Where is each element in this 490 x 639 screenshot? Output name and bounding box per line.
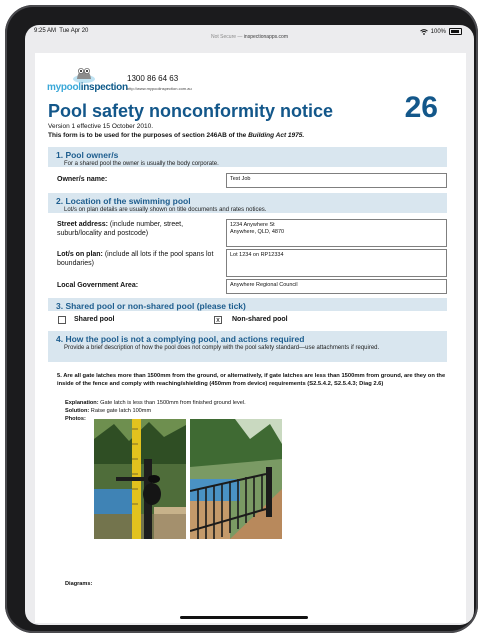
status-time: 9:25 AM <box>34 28 57 34</box>
explanation-row <box>65 400 246 406</box>
logo-part2: inspection <box>80 82 128 93</box>
explanation-label: Explanation: <box>65 400 99 406</box>
shared-pool-checkbox[interactable] <box>58 316 66 324</box>
street-address-label: Street address: (include number, street, suburb/locality and postcode) <box>57 221 184 237</box>
owner-label: Owner/s name: <box>57 176 108 183</box>
logo-part1: mypool <box>47 82 81 93</box>
website-url: http://www.mypoolinspection.com.au <box>127 86 192 91</box>
status-date: Tue Apr 20 <box>59 28 89 34</box>
owner-name-field[interactable]: Test Job <box>226 173 447 188</box>
gate-latch-photo-1[interactable] <box>94 419 186 539</box>
form-number: 26 <box>404 91 438 124</box>
section-shared-pool <box>48 298 447 311</box>
photos-label: Photos: <box>65 416 86 422</box>
street-address-field[interactable] <box>226 219 447 247</box>
section-note: For a shared pool the owner is usually the body corporate. <box>64 161 219 167</box>
section-note: Lot/s on plan details are usually shown on title documents and rates notices. <box>64 207 267 213</box>
page-title: Pool safety nonconformity notice <box>48 101 334 121</box>
tablet-frame <box>5 5 478 633</box>
gate-latch-image <box>94 419 186 539</box>
checklist-item-heading: 5. Are all gate latches more than 1500mm from the ground, or alternatively, if gate latches are less than 1500mm from ground, are they on the inside of the fence and comply with reaching/shielding (450mm from device) requirements (S2.5.4.2, S2.5.4.3; Diag 2.6) <box>57 373 446 387</box>
lga-label: Local Government Area: <box>57 282 139 289</box>
company-logo <box>47 67 128 99</box>
form-document <box>35 53 466 623</box>
purpose-prefix: This form is to be used for the purposes of section 246AB of the <box>48 132 249 139</box>
security-label: Not Secure <box>211 34 237 40</box>
section-note: Provide a brief description of how the pool does not comply with the pool safety standard—use attachments if required. <box>64 345 380 351</box>
section-title: 2. Location of the swimming pool <box>56 196 191 206</box>
solution-text: Raise gate latch 100mm <box>90 408 152 414</box>
home-indicator[interactable] <box>180 616 308 619</box>
url-separator: — <box>237 34 243 40</box>
address-bar[interactable] <box>25 34 474 44</box>
explanation-text: Gate latch is less than 1500mm from finished ground level. <box>100 400 246 406</box>
shared-pool-label: Shared pool <box>74 316 115 323</box>
phone-number: 1300 86 64 63 <box>127 74 179 83</box>
solution-row <box>65 408 151 414</box>
street-line-2: Anywhere, QLD, 4870 <box>230 229 285 235</box>
gate-latch-photo-2[interactable] <box>190 419 282 539</box>
url-host: inspectionapps.com <box>243 34 288 40</box>
lga-field[interactable]: Anywhere Regional Council <box>226 279 447 294</box>
purpose-act: Building Act 1975. <box>248 132 305 139</box>
logo-wordmark <box>47 82 128 93</box>
purpose-text <box>48 132 304 139</box>
lot-on-plan-field[interactable]: Lot 1234 on RP12334 <box>226 249 447 277</box>
section-pool-owner <box>48 147 447 167</box>
non-shared-pool-label: Non-shared pool <box>232 316 288 323</box>
lot-on-plan-label: Lot/s on plan: (include all lots if the pool spans lot boundaries) <box>57 251 214 267</box>
battery-percent: 100% <box>430 28 446 35</box>
section-title: 3. Shared pool or non-shared pool (please tick) <box>56 301 246 311</box>
section-pool-location <box>48 193 447 213</box>
section-noncompliance <box>48 331 447 362</box>
version-text: Version 1 effective 15 October 2010. <box>48 123 154 130</box>
tablet-screen <box>25 25 474 625</box>
non-shared-pool-checkbox[interactable]: x <box>214 316 222 324</box>
section-title: 4. How the pool is not a complying pool, and actions required <box>56 334 305 344</box>
section-title: 1. Pool owner/s <box>56 150 119 160</box>
solution-label: Solution: <box>65 408 90 414</box>
pool-gate-image <box>190 419 282 539</box>
street-line-1: 1234 Anywhere St <box>230 222 275 228</box>
diagrams-label: Diagrams: <box>65 581 93 587</box>
